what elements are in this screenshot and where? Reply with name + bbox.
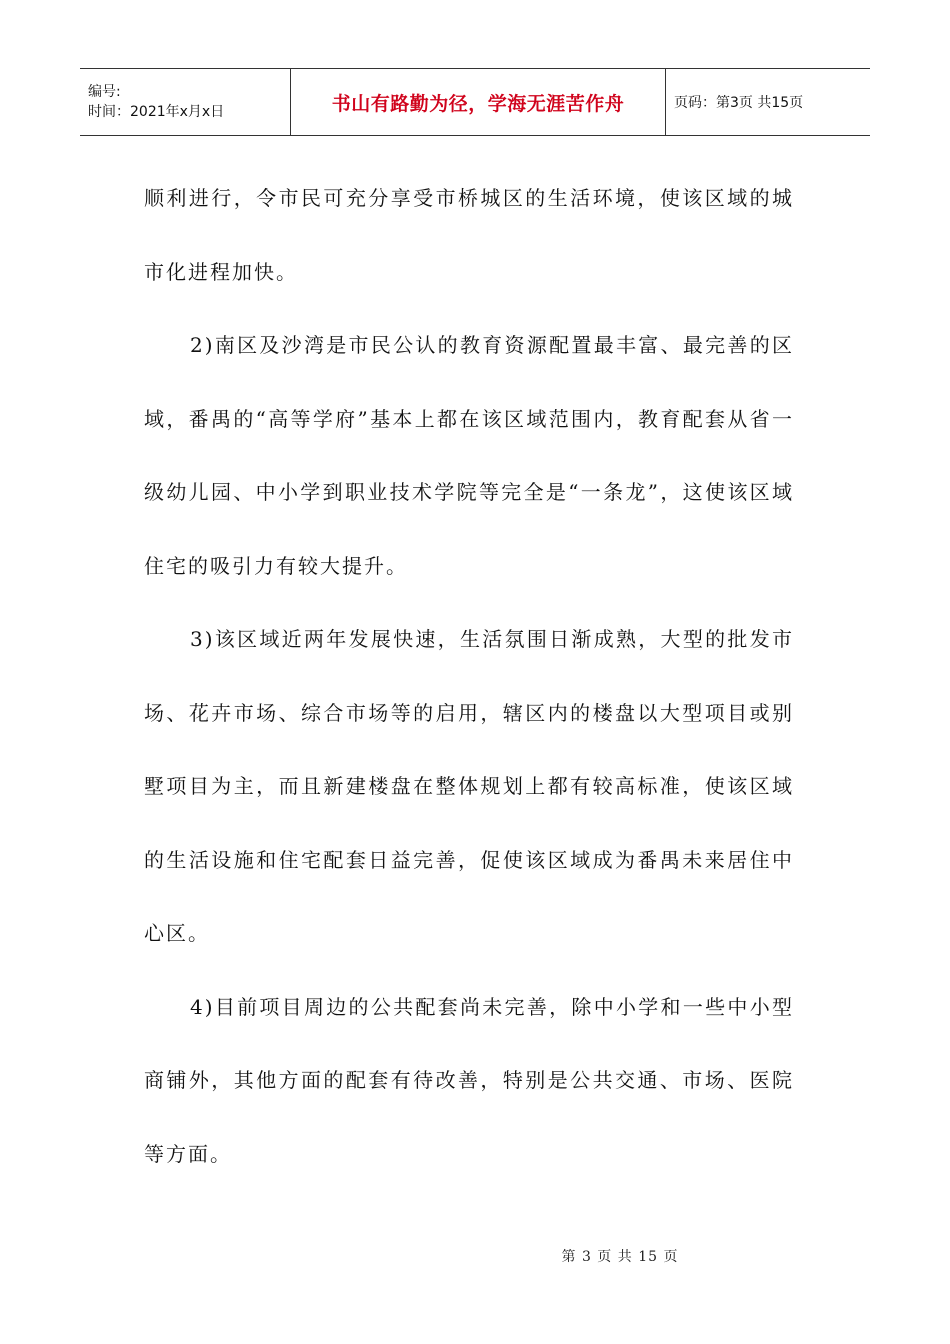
document-time-label: 时间：2021年x月x日 bbox=[88, 104, 225, 120]
header-page-info: 页码：第3页 共15页 bbox=[674, 95, 804, 111]
paragraph-item-2: 2)南区及沙湾是市民公认的教育资源配置最丰富、最完善的区域，番禺的“高等学府”基本上都在该区域范围内，教育配套从省一级幼儿园、中小学到职业技术学院等完全是“一条龙”，这使该区域住宅的吸引力有较大提升。 bbox=[144, 333, 794, 578]
page-footer: 第 3 页 共 15 页 bbox=[561, 1249, 679, 1265]
document-number-label: 编号: bbox=[88, 84, 121, 100]
paragraph-continuation: 顺利进行，令市民可充分享受市桥城区的生活环境，使该区域的城市化进程加快。 bbox=[144, 186, 794, 284]
paragraph-item-4: 4)目前项目周边的公共配套尚未完善，除中小学和一些中小型商铺外，其他方面的配套有待改善，特别是公共交通、市场、医院等方面。 bbox=[144, 994, 794, 1166]
paragraph-item-3: 3)该区域近两年发展快速，生活氛围日渐成熟，大型的批发市场、花卉市场、综合市场等的启用，辖区内的楼盘以大型项目或别墅项目为主，而且新建楼盘在整体规划上都有较高标准，使该区域的生活设施和住宅配套日益完善，促使该区域成为番禺未来居住中心区。 bbox=[144, 627, 794, 945]
header-meta bbox=[80, 69, 291, 135]
document-body bbox=[144, 162, 794, 1191]
header-motto: 书山有路勤为径，学海无涯苦作舟 bbox=[291, 69, 666, 135]
page-header bbox=[80, 68, 870, 136]
